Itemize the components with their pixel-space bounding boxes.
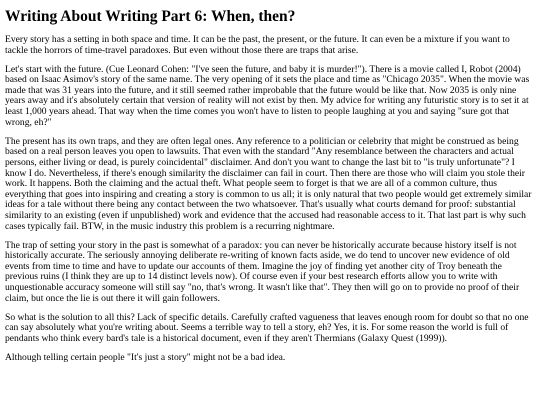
article-paragraph-3: The present has its own traps, and they are often legal ones. Any reference to a politician or celebrity that might be construed as being based on a real person leaves you open to lawsuits. That even with the standard "Any resemblance between the characters and actual persons, either living or dead, is purely coincidental" disclaimer. And don't you want to change the last bit to "is truly unfortunate"? I know I do. Nevertheless, if there's enough similarity the disclaimer can fail in court. Then there are those who will claim you stole their work. It happens. Both the claiming and the actual theft. What people seem to forget is that we are all of a common culture, thus everything that goes into inspiring and creating a story is common to us all; it is only natural that two people would get extremely similar ideas for a tale without there being any contact between the two whatsoever. That's usually what courts demand for proof: substantial similarity to an existing (even if unpublished) work and evidence that the accused had reasonable access to it. That last part is why such cases typically fail. BTW, in the music industry this problem is a recurring nightmare. bbox=[5, 135, 532, 232]
article-paragraph-6: Although telling certain people "It's just a story" might not be a bad idea. bbox=[5, 351, 286, 363]
article-paragraph-4: The trap of setting your story in the past is somewhat of a paradox: you can never be historically accurate because history itself is not historically accurate. The seriously annoying deliberate re-writing of known facts aside, we do tend to uncover new evidence of old events from time to time and have to update our accounts of them. Imagine the joy of finding yet another city of Troy beneath the previous ruins (I think they are up to 14 distinct levels now). Of course even if your best research efforts allow you to write with unquestionable accuracy someone will still say "no, that's wrong. It wasn't like that". They then will go on to provide no proof of their claim, but once the lie is out there it will gain followers. bbox=[5, 239, 520, 304]
article-paragraph-2: Let's start with the future. (Cue Leonard Cohen: "I've seen the future, and baby it is murder!"). There is a movie called I, Robot (2004) based on Isaac Asimov's story of the same name. The very opening of it sets the place and time as "Chicago 2035". When the movie was made that was 31 years into the future, and it still seemed rather improbable that the future would be like that. Now 2035 is only nine years away and it's absolutely certain that version of reality will not exist by then. My advice for writing any futuristic story is to set it at least 1,000 years ahead. That way when the time comes you won't have to listen to people laughing at you and saying "sure got that wrong, eh?" bbox=[5, 63, 530, 128]
article-paragraph-1: Every story has a setting in both space and time. It can be the past, the present, or the future. It can even be a mixture if you want to tackle the horrors of time-travel paradoxes. But even without those there are traps that arise. bbox=[5, 34, 510, 56]
article-paragraph-5: So what is the solution to all this? Lack of specific details. Carefully crafted vagueness that leaves enough room for doubt so that no one can say absolutely what you're writing about. Seems a terrible way to tell a story, eh? Yes, it is. For some reason the world is full of pendants who think every bard's tale is a historical document, even if they aren't Thermians (Galaxy Quest (1999)). bbox=[5, 311, 529, 344]
article-title: Writing About Writing Part 6: When, then? bbox=[5, 8, 296, 25]
